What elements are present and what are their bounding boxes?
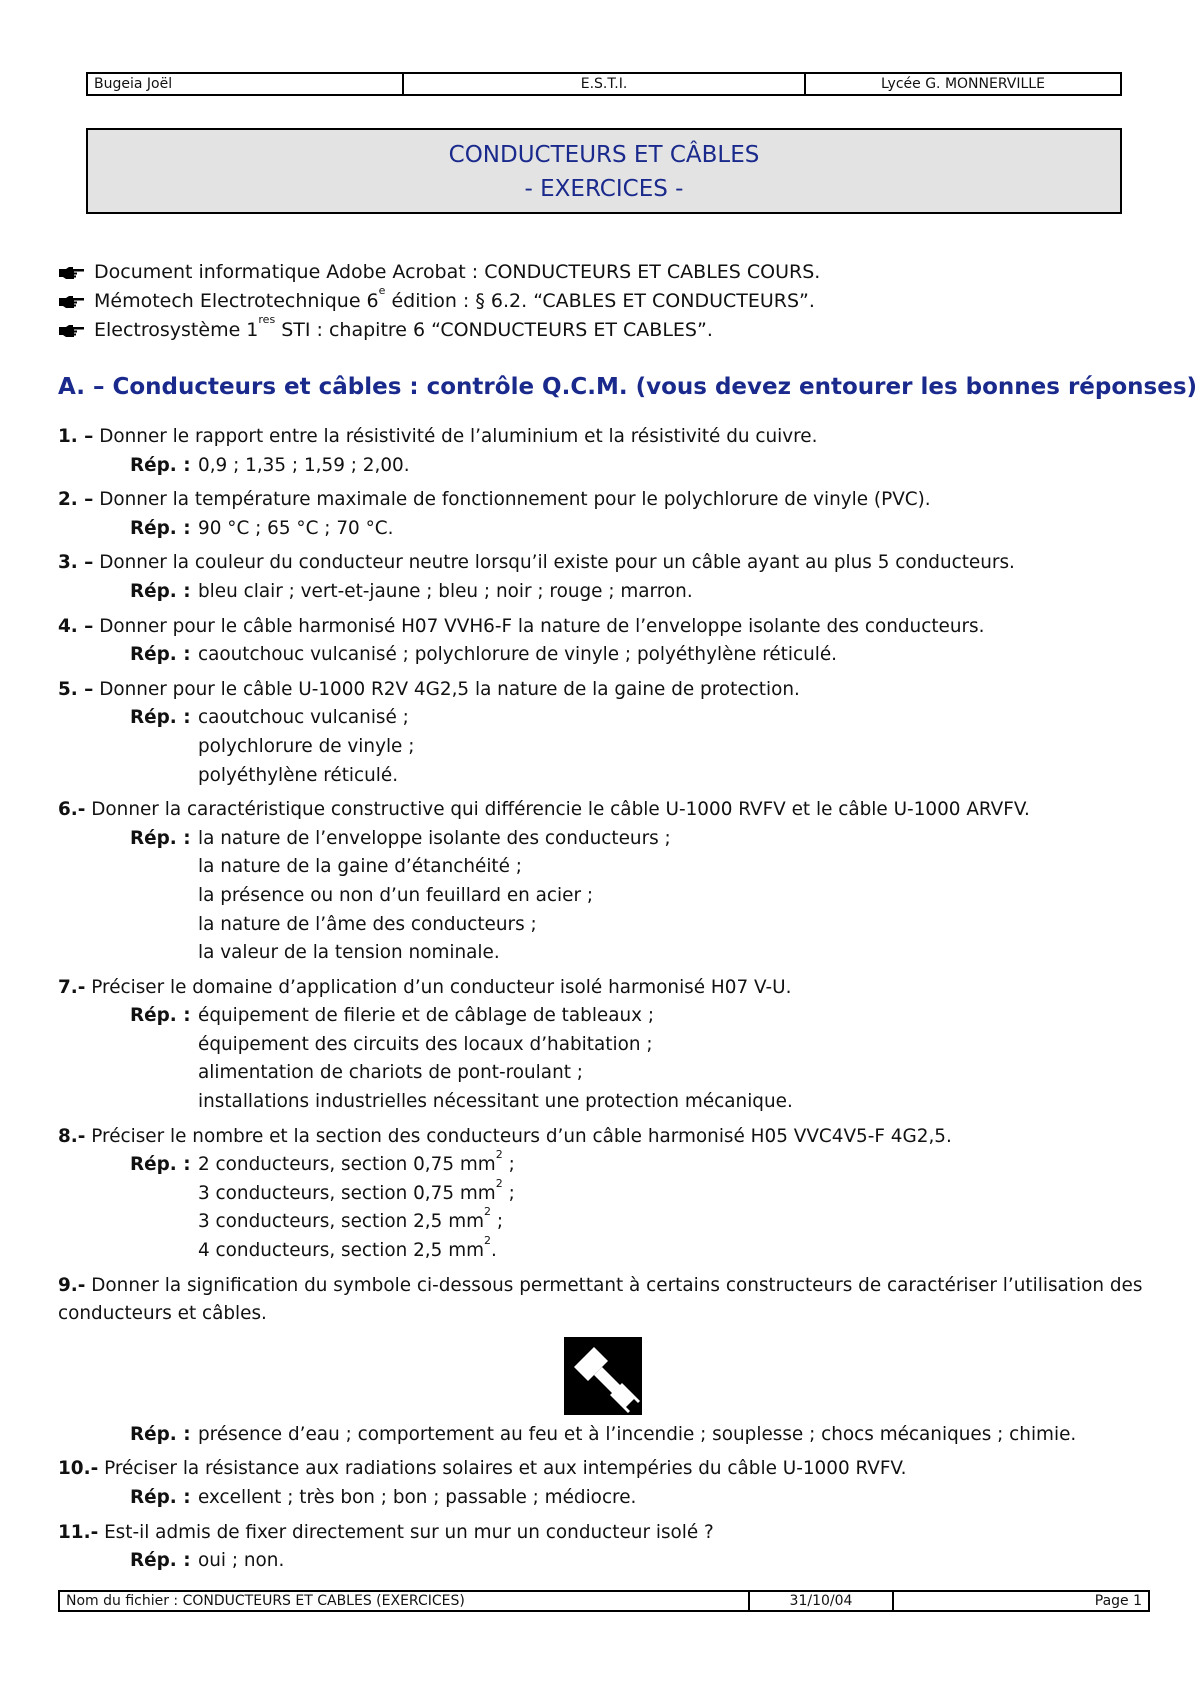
pointing-hand-icon bbox=[58, 266, 86, 280]
answer-label: Rép. : bbox=[130, 454, 191, 476]
reference-text: Electrosystème 1res STI : chapitre 6 “CONDUCTEURS ET CABLES”. bbox=[94, 313, 713, 341]
question-item bbox=[58, 676, 1148, 790]
answer-option: la nature de l’enveloppe isolante des conducteurs ; bbox=[198, 827, 671, 849]
footer-filename: Nom du fichier : CONDUCTEURS ET CABLES (EXERCICES) bbox=[60, 1592, 750, 1610]
answer-label: Rép. : bbox=[130, 707, 191, 729]
question-item bbox=[58, 613, 1148, 670]
answer-label: Rép. : bbox=[130, 644, 191, 666]
reference-item bbox=[58, 258, 820, 287]
question-text: Donner pour le câble harmonisé H07 VVH6-F la nature de l’enveloppe isolante des conducteurs. bbox=[93, 615, 985, 637]
answer-label: Rép. : bbox=[130, 517, 191, 539]
answer-label: Rép. : bbox=[130, 1154, 191, 1176]
question-text: Donner la signification du symbole ci-dessous permettant à certains constructeurs de caractériser l’utilisation des conducteurs et câbles. bbox=[58, 1274, 1143, 1325]
section-heading: A. – Conducteurs et câbles : contrôle Q.C.M. (vous devez entourer les bonnes réponses) bbox=[58, 374, 1198, 400]
answer-option: la nature de l’âme des conducteurs ; bbox=[198, 913, 537, 935]
question-text: Donner la température maximale de fonctionnement pour le polychlorure de vinyle (PVC). bbox=[93, 489, 931, 511]
question-number: 10.- bbox=[58, 1458, 99, 1480]
answer-label: Rép. : bbox=[130, 1423, 191, 1445]
header-section: E.S.T.I. bbox=[404, 74, 806, 94]
answer-option: 3 conducteurs, section 2,5 $mm^2$ ; bbox=[198, 1205, 504, 1233]
hammer-impact-symbol-icon bbox=[58, 1337, 1148, 1415]
question-list bbox=[58, 423, 1148, 1582]
question-number: 1. – bbox=[58, 426, 94, 447]
answer-option: caoutchouc vulcanisé ; polychlorure de vinyle ; polyéthylène réticulé. bbox=[198, 644, 838, 666]
question-text: Préciser le nombre et la section des conducteurs d’un câble harmonisé H05 VVC4V5-F 4G2,5. bbox=[85, 1125, 952, 1147]
reference-item bbox=[58, 284, 820, 316]
answer-option: équipement de filerie et de câblage de tableaux ; bbox=[198, 1005, 655, 1027]
question-number: 9.- bbox=[58, 1274, 86, 1296]
question-item bbox=[58, 1123, 1148, 1266]
header-school: Lycée G. MONNERVILLE bbox=[881, 76, 1045, 92]
question-number: 3. – bbox=[58, 552, 94, 574]
question-text: Donner la caractéristique constructive qui différencie le câble U-1000 RVFV et le câble U-1000 ARVFV. bbox=[85, 799, 1030, 821]
reference-text: Mémotech Electrotechnique 6e édition : § 6.2. “CABLES ET CONDUCTEURS”. bbox=[94, 284, 815, 312]
question-number: 2. – bbox=[58, 489, 94, 511]
answer-label: Rép. : bbox=[130, 580, 191, 602]
question-item bbox=[58, 549, 1148, 606]
references-list bbox=[58, 258, 820, 345]
question-item bbox=[58, 974, 1148, 1117]
title-line-1: CONDUCTEURS ET CÂBLES bbox=[448, 142, 760, 168]
reference-text: Document informatique Adobe Acrobat : CONDUCTEURS ET CABLES COURS. bbox=[94, 261, 821, 283]
question-number: 11.- bbox=[58, 1521, 99, 1543]
question-item bbox=[58, 486, 1148, 543]
question-item bbox=[58, 1272, 1148, 1450]
answer-option: équipement des circuits des locaux d’habitation ; bbox=[198, 1033, 653, 1055]
pointing-hand-icon bbox=[58, 295, 86, 309]
answer-option: caoutchouc vulcanisé ; bbox=[198, 707, 409, 729]
question-item bbox=[58, 796, 1148, 968]
answer-option: la présence ou non d’un feuillard en acier ; bbox=[198, 884, 594, 906]
question-text: Préciser la résistance aux radiations solaires et aux intempéries du câble U-1000 RVFV. bbox=[98, 1458, 907, 1480]
question-number: 8.- bbox=[58, 1125, 86, 1147]
question-item bbox=[58, 1455, 1148, 1512]
question-text: Donner la couleur du conducteur neutre lorsqu’il existe pour un câble ayant au plus 5 conducteurs. bbox=[93, 552, 1015, 574]
question-number: 4. – bbox=[58, 615, 94, 637]
question-number: 5. – bbox=[58, 678, 94, 700]
answer-option: bleu clair ; vert-et-jaune ; bleu ; noir ; rouge ; marron. bbox=[198, 580, 693, 602]
answer-option: 0,9 ; 1,35 ; 1,59 ; 2,00. bbox=[198, 454, 410, 476]
answer-option: la valeur de la tension nominale. bbox=[198, 942, 500, 964]
answer-label: Rép. : bbox=[130, 827, 191, 849]
question-text: Est-il admis de fixer directement sur un mur un conducteur isolé ? bbox=[98, 1521, 714, 1543]
question-item bbox=[58, 1519, 1148, 1576]
question-item bbox=[58, 423, 1148, 480]
question-text: Préciser le domaine d’application d’un conducteur isolé harmonisé H07 V-U. bbox=[85, 976, 792, 998]
header-author: Bugeia Joël bbox=[88, 74, 404, 94]
title-line-2: - EXERCICES - bbox=[524, 176, 684, 202]
answer-option: la nature de la gaine d’étanchéité ; bbox=[198, 856, 522, 878]
question-text: Donner le rapport entre la résistivité de l’aluminium et la résistivité du cuivre. bbox=[93, 426, 818, 447]
answer-option: 2 conducteurs, section 0,75 $mm^2$ ; bbox=[198, 1148, 515, 1176]
answer-label: Rép. : bbox=[130, 1487, 191, 1508]
answer-option: 90 °C ; 65 °C ; 70 °C. bbox=[198, 517, 394, 539]
footer-date: 31/10/04 bbox=[750, 1592, 894, 1610]
answer-option: oui ; non. bbox=[198, 1550, 285, 1572]
answer-option: 3 conducteurs, section 0,75 $mm^2$ ; bbox=[198, 1176, 515, 1204]
pointing-hand-icon bbox=[58, 324, 86, 338]
answer-option: alimentation de chariots de pont-roulant ; bbox=[198, 1062, 583, 1084]
question-number: 7.- bbox=[58, 976, 86, 998]
answer-option: polychlorure de vinyle ; bbox=[198, 735, 415, 757]
footer-table bbox=[58, 1590, 1150, 1612]
answer-option: 4 conducteurs, section 2,5 $mm^2$. bbox=[198, 1234, 497, 1262]
answer-option: polyéthylène réticulé. bbox=[198, 764, 399, 786]
answer-label: Rép. : bbox=[130, 1005, 191, 1027]
header-table bbox=[86, 72, 1122, 96]
answer-option: présence d’eau ; comportement au feu et à l’incendie ; souplesse ; chocs mécaniques ; chimie. bbox=[198, 1423, 1077, 1445]
answer-option: excellent ; très bon ; bon ; passable ; médiocre. bbox=[198, 1487, 637, 1508]
answer-label: Rép. : bbox=[130, 1550, 191, 1572]
answer-option: installations industrielles nécessitant une protection mécanique. bbox=[198, 1091, 793, 1113]
question-number: 6.- bbox=[58, 799, 86, 821]
reference-item bbox=[58, 313, 820, 345]
title-box bbox=[86, 128, 1122, 214]
footer-page: Page 1 bbox=[1094, 1593, 1142, 1609]
question-text: Donner pour le câble U-1000 R2V 4G2,5 la nature de la gaine de protection. bbox=[93, 678, 800, 700]
